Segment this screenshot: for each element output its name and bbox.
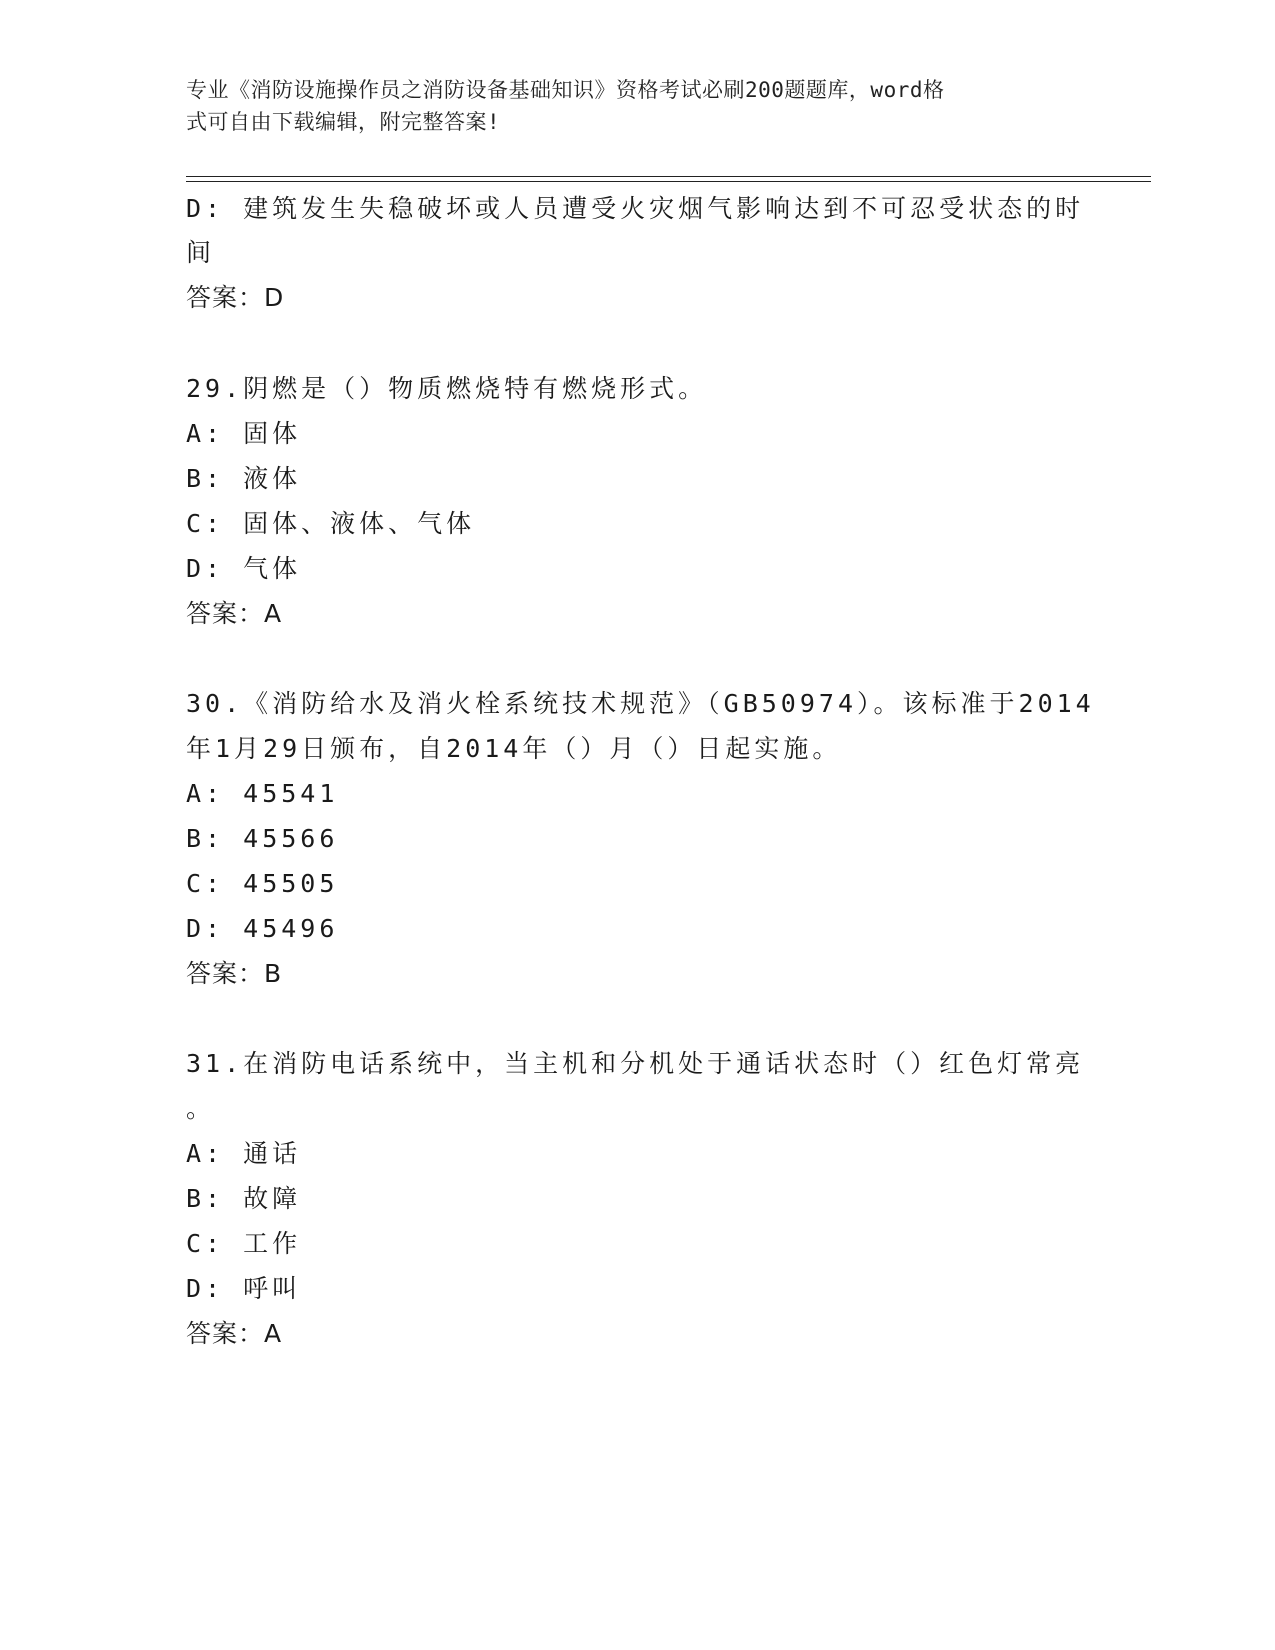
q31-option-d: D: 呼叫 xyxy=(186,1274,302,1303)
q30-answer: 答案：B xyxy=(186,959,283,988)
q30-option-d: D: 45496 xyxy=(186,914,339,943)
q30-option-c: C: 45505 xyxy=(186,869,339,898)
q31-option-a: A: 通话 xyxy=(186,1139,302,1168)
header-line-2: 式可自由下载编辑，附完整答案! xyxy=(186,110,501,134)
q31-option-b: B: 故障 xyxy=(186,1184,302,1213)
q28-answer: 答案：D xyxy=(186,283,285,312)
header-divider-top xyxy=(186,176,1151,177)
header-line-1: 专业《消防设施操作员之消防设备基础知识》资格考试必刷200题题库，word格 xyxy=(186,78,945,102)
q31-answer: 答案：A xyxy=(186,1319,283,1348)
q29-question: 29.阴燃是（）物质燃烧特有燃烧形式。 xyxy=(186,374,708,403)
q29-option-b: B: 液体 xyxy=(186,464,302,493)
q31-question-line-1: 31.在消防电话系统中，当主机和分机处于通话状态时（）红色灯常亮 xyxy=(186,1049,1085,1078)
q29-option-d: D: 气体 xyxy=(186,554,302,583)
q28-option-d-line-2: 间 xyxy=(186,238,216,267)
q30-question-line-2: 年1月29日颁布，自2014年（）月（）日起实施。 xyxy=(186,734,842,763)
q30-question-line-1: 30.《消防给水及消火栓系统技术规范》（GB50974）。该标准于2014 xyxy=(186,689,1095,718)
q30-option-b: B: 45566 xyxy=(186,824,339,853)
q28-option-d-line-1: D: 建筑发生失稳破坏或人员遭受火灾烟气影响达到不可忍受状态的时 xyxy=(186,194,1085,223)
document-header xyxy=(186,74,1086,138)
q29-answer: 答案：A xyxy=(186,599,283,628)
q29-option-a: A: 固体 xyxy=(186,419,302,448)
q29-option-c: C: 固体、液体、气体 xyxy=(186,509,476,538)
q30-option-a: A: 45541 xyxy=(186,779,339,808)
q31-question-line-2: 。 xyxy=(186,1094,216,1123)
header-divider-bottom xyxy=(186,181,1151,182)
q31-option-c: C: 工作 xyxy=(186,1229,302,1258)
